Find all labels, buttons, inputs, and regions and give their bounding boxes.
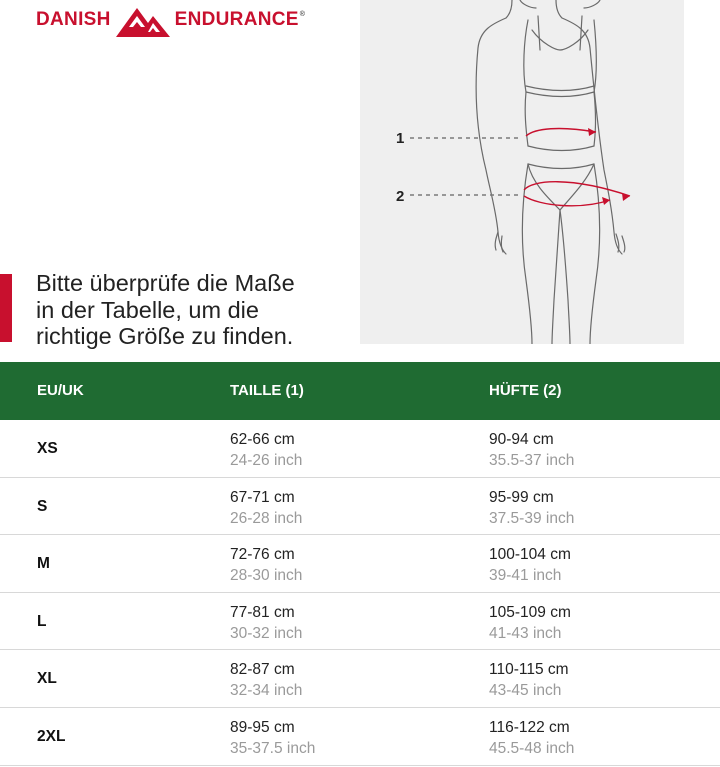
- hip-cell: [489, 487, 574, 529]
- hip-cm: 90-94 cm: [489, 431, 554, 448]
- header-waist: TAILLE (1): [230, 382, 304, 399]
- hip-cell: [489, 544, 571, 586]
- waist-cell: [230, 659, 302, 701]
- measure-marker-2: 2: [396, 188, 405, 205]
- accent-bar: [0, 274, 12, 342]
- size-label: XL: [37, 670, 57, 688]
- hip-cm: 95-99 cm: [489, 488, 554, 506]
- waist-cm: 62-66 cm: [230, 431, 295, 448]
- hip-inch: 37.5-39 inch: [489, 509, 575, 527]
- waist-inch: 35-37.5 inch: [230, 739, 316, 757]
- waist-cm: 67-71 cm: [230, 488, 295, 506]
- waist-cm: 82-87 cm: [230, 661, 295, 679]
- hip-inch: 35.5-37 inch: [489, 452, 575, 469]
- size-label: L: [37, 612, 47, 630]
- waist-inch: 24-26 inch: [230, 452, 303, 469]
- measure-marker-1: 1: [396, 130, 405, 147]
- waist-inch: 32-34 inch: [230, 682, 303, 700]
- table-row: [0, 708, 720, 766]
- table-header: [0, 362, 720, 420]
- waist-cm: 72-76 cm: [230, 546, 295, 564]
- waist-inch: 28-30 inch: [230, 567, 303, 585]
- waist-cm: 89-95 cm: [230, 718, 295, 736]
- size-table: [0, 362, 720, 766]
- body-outline-illustration: [360, 0, 684, 344]
- hip-inch: 39-41 inch: [489, 567, 562, 585]
- header-size: EU/UK: [37, 382, 84, 399]
- registered-mark: ®: [299, 11, 305, 18]
- waist-inch: 30-32 inch: [230, 624, 303, 642]
- body-figure-svg: [360, 0, 684, 344]
- mountain-peaks-icon: [115, 2, 171, 38]
- size-label: M: [37, 555, 50, 573]
- hip-cm: 100-104 cm: [489, 546, 571, 564]
- intro-text: [36, 270, 356, 350]
- table-row: [0, 650, 720, 708]
- size-label: XS: [37, 440, 58, 457]
- size-label: S: [37, 497, 48, 515]
- hip-inch: 43-45 inch: [489, 682, 562, 700]
- intro-line: Bitte überprüfe die Maße: [36, 270, 295, 296]
- waist-cell: [230, 602, 302, 644]
- table-row: [0, 535, 720, 593]
- hip-cm: 110-115 cm: [489, 661, 569, 679]
- brand-logo: [36, 2, 305, 38]
- waist-inch: 26-28 inch: [230, 509, 303, 527]
- brand-name-left: DANISH: [36, 9, 111, 30]
- hip-cell: [489, 659, 569, 701]
- size-label: 2XL: [37, 727, 66, 745]
- table-row: [0, 478, 720, 536]
- waist-cell: [230, 544, 302, 586]
- hip-inch: 41-43 inch: [489, 624, 562, 642]
- table-row: [0, 593, 720, 651]
- table-body: [0, 420, 720, 766]
- waist-cm: 77-81 cm: [230, 603, 295, 621]
- waist-cell: [230, 487, 302, 529]
- table-row: [0, 420, 720, 478]
- waist-cell: [230, 717, 315, 759]
- hip-cm: 116-122 cm: [489, 718, 570, 736]
- hip-cell: [489, 429, 574, 471]
- header-hip: HÜFTE (2): [489, 382, 562, 399]
- hip-cell: [489, 717, 574, 759]
- waist-cell: [230, 429, 302, 471]
- hip-cm: 105-109 cm: [489, 603, 571, 621]
- brand-name-right: ENDURANCE: [174, 9, 299, 30]
- hip-cell: [489, 602, 571, 644]
- intro-line: richtige Größe zu finden.: [36, 323, 294, 349]
- intro-line: in der Tabelle, um die: [36, 296, 259, 323]
- hip-inch: 45.5-48 inch: [489, 739, 575, 757]
